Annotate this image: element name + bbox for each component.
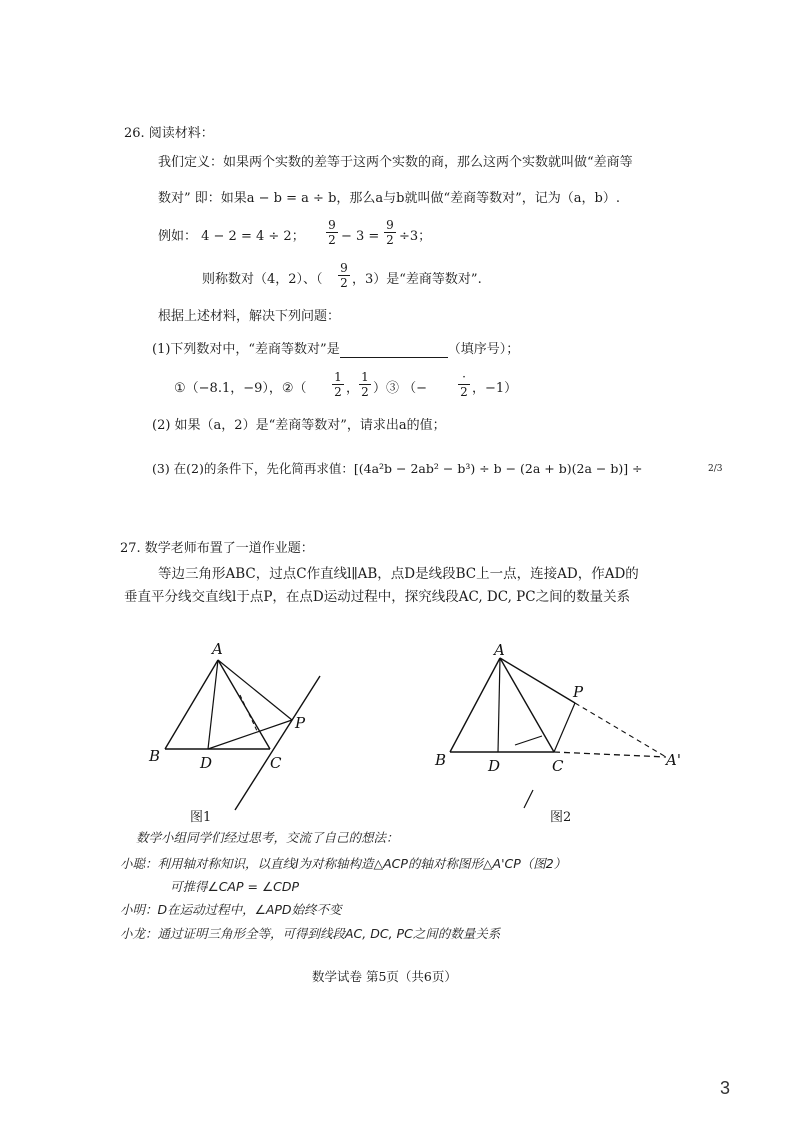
fig2-label-B: B bbox=[435, 751, 447, 769]
q27-xiaocong-2: 可推得∠CAP = ∠CDP bbox=[170, 879, 300, 894]
fig2-label-A: A bbox=[494, 641, 505, 659]
fig2-label-P: P bbox=[573, 683, 584, 701]
q26-option-3-tail: ，−1） bbox=[472, 381, 518, 396]
fig1-caption: 图1 bbox=[190, 810, 212, 825]
fig1-label-B: B bbox=[149, 747, 161, 765]
figure-1 bbox=[140, 640, 340, 820]
q26-part1: (1)下列数对中，“差商等数对”是 （填序号）； bbox=[152, 342, 520, 357]
q27-xiaoming: 小明：D在运动过程中，∠APD始终不变 bbox=[120, 902, 342, 917]
fig1-label-P: P bbox=[295, 714, 306, 732]
fig1-label-D: D bbox=[200, 754, 213, 772]
q26-definition-line1: 我们定义：如果两个实数的差等于这两个实数的商，那么这两个实数就叫做“差商等 bbox=[158, 155, 633, 170]
q27-line1: 等边三角形ABC，过点C作直线l∥AB，点D是线段BC上一点，连接AD，作AD的 bbox=[158, 566, 639, 582]
q27-discuss: 数学小组同学们经过思考，交流了自己的想法： bbox=[136, 830, 399, 845]
q26-solve-intro: 根据上述材料，解决下列问题： bbox=[158, 309, 341, 324]
q26-part3-tail: 2/3 bbox=[708, 464, 723, 474]
q26-example-label: 例如： 4 − 2 = 4 ÷ 2； bbox=[158, 229, 305, 244]
fig1-label-A: A bbox=[212, 640, 223, 658]
q26-option-2-comma: ， bbox=[346, 381, 360, 396]
q27-line2: 垂直平分线交直线l于点P，在点D运动过程中，探究线段AC, DC, PC之间的数量关系 bbox=[124, 589, 631, 605]
page-number: 3 bbox=[719, 1078, 730, 1098]
fraction-1-over-2-b: 1 2 bbox=[359, 371, 371, 398]
answer-blank[interactable] bbox=[340, 344, 448, 358]
q26-part3: (3) 在(2)的条件下，先化简再求值：[(4a²b − 2ab² − b³) ÷ b − (2a + b)(2a − b)] ÷ bbox=[152, 461, 643, 476]
q27-title: 27. 数学老师布置了一道作业题： bbox=[120, 541, 314, 556]
fig2-label-C: C bbox=[552, 757, 564, 775]
fig2-label-D: D bbox=[488, 757, 501, 775]
fraction-9-over-2-a: 9 2 bbox=[326, 219, 338, 246]
fig2-caption: 图2 bbox=[550, 810, 572, 825]
q26-title: 26. 阅读材料： bbox=[124, 126, 214, 141]
q26-so-call-pre: 则称数对（4，2）、（ bbox=[202, 272, 323, 287]
fraction-neg-over-2: · 2 bbox=[458, 371, 470, 398]
q26-definition-line2: 数对” 即：如果a − b = a ÷ b，那么a与b就叫做“差商等数对”，记为（a，b）. bbox=[158, 191, 620, 206]
fraction-9-over-2-b: 9 2 bbox=[384, 219, 396, 246]
q26-part2: (2) 如果（a，2）是“差商等数对”，请求出a的值； bbox=[152, 418, 446, 433]
q26-example2-tail: ÷3； bbox=[399, 229, 432, 244]
fraction-9-over-2-c: 9 2 bbox=[338, 262, 350, 289]
q26-example2-middle: − 3 = bbox=[341, 229, 380, 244]
q26-so-call-post: ，3）是“差商等数对”. bbox=[352, 272, 482, 287]
fig1-label-C: C bbox=[270, 754, 282, 772]
fig2-label-A-prime: A' bbox=[666, 751, 681, 769]
q27-xiaocong-1: 小聪：利用轴对称知识，以直线l为对称轴构造△ACP的轴对称图形△A'CP（图2） bbox=[120, 856, 567, 871]
fraction-1-over-2-a: 1 2 bbox=[332, 371, 344, 398]
figure-2 bbox=[430, 640, 690, 810]
q26-option-1-text: ①（−8.1，−9），②（ bbox=[174, 381, 307, 396]
q26-option-3-text: ）③ （− bbox=[373, 381, 428, 396]
page-footer: 数学试卷 第5页（共6页） bbox=[312, 969, 457, 984]
q27-xiaolong: 小龙：通过证明三角形全等，可得到线段AC, DC, PC之间的数量关系 bbox=[120, 926, 501, 941]
